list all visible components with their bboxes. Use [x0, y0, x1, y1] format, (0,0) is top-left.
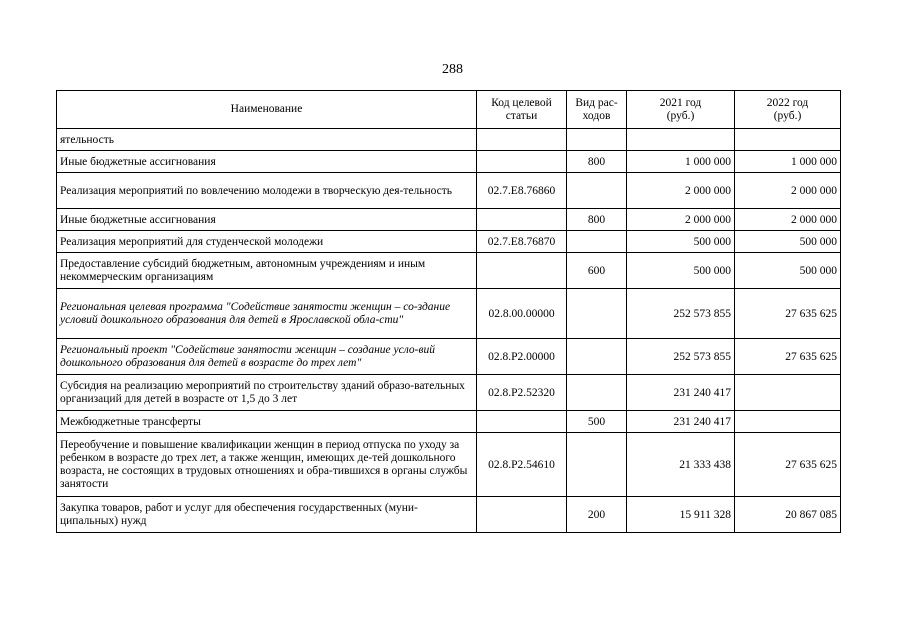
- cell-2022: [735, 375, 841, 411]
- cell-2021: 15 911 328: [627, 497, 735, 533]
- cell-target-code: 02.8.P2.52320: [477, 375, 567, 411]
- cell-name: Иные бюджетные ассигнования: [57, 151, 477, 173]
- cell-2021: 500 000: [627, 231, 735, 253]
- table-row: [57, 411, 841, 433]
- cell-expense-type: [567, 375, 627, 411]
- cell-target-code: [477, 253, 567, 289]
- cell-2022: 27 635 625: [735, 433, 841, 497]
- cell-expense-type: [567, 433, 627, 497]
- cell-name: Субсидия на реализацию мероприятий по строительству зданий образо-вательных организаций для детей в возрасте от 1,5 до 3 лет: [57, 375, 477, 411]
- cell-expense-type: [567, 289, 627, 339]
- table-row: [57, 339, 841, 375]
- table-row: [57, 231, 841, 253]
- cell-target-code: [477, 411, 567, 433]
- cell-2021: 231 240 417: [627, 411, 735, 433]
- cell-2022: [735, 411, 841, 433]
- page-number: 288: [442, 62, 463, 77]
- cell-expense-type: 800: [567, 151, 627, 173]
- cell-name: Предоставление субсидий бюджетным, автономным учреждениям и иным некоммерческим организациям: [57, 253, 477, 289]
- cell-2022: 1 000 000: [735, 151, 841, 173]
- cell-2021: 500 000: [627, 253, 735, 289]
- table-row: [57, 173, 841, 209]
- cell-target-code: 02.7.E8.76870: [477, 231, 567, 253]
- cell-expense-type: [567, 339, 627, 375]
- header-name: Наименование: [57, 91, 477, 129]
- cell-2022: 500 000: [735, 231, 841, 253]
- table-row: [57, 129, 841, 151]
- table-row: [57, 375, 841, 411]
- cell-2022: 500 000: [735, 253, 841, 289]
- cell-name: Иные бюджетные ассигнования: [57, 209, 477, 231]
- cell-2022: 20 867 085: [735, 497, 841, 533]
- budget-table: [56, 90, 841, 533]
- cell-name: Реализация мероприятий по вовлечению молодежи в творческую дея-тельность: [57, 173, 477, 209]
- cell-2021: 1 000 000: [627, 151, 735, 173]
- cell-expense-type: 600: [567, 253, 627, 289]
- cell-expense-type: 200: [567, 497, 627, 533]
- table-row: [57, 209, 841, 231]
- cell-name: Межбюджетные трансферты: [57, 411, 477, 433]
- cell-expense-type: [567, 129, 627, 151]
- cell-expense-type: [567, 231, 627, 253]
- cell-target-code: 02.8.P2.00000: [477, 339, 567, 375]
- header-2021: 2021 год (руб.): [627, 91, 735, 129]
- cell-target-code: [477, 129, 567, 151]
- cell-name: Региональная целевая программа "Содействие занятости женщин – со-здание условий дошкольного образования для детей в Ярославской обла-сти": [57, 289, 477, 339]
- cell-target-code: 02.7.E8.76860: [477, 173, 567, 209]
- cell-2021: 21 333 438: [627, 433, 735, 497]
- table-row: [57, 253, 841, 289]
- cell-name: ятельность: [57, 129, 477, 151]
- cell-2021: 2 000 000: [627, 173, 735, 209]
- cell-expense-type: 800: [567, 209, 627, 231]
- cell-target-code: [477, 209, 567, 231]
- cell-2022: 2 000 000: [735, 209, 841, 231]
- cell-2022: 27 635 625: [735, 339, 841, 375]
- cell-2021: 252 573 855: [627, 289, 735, 339]
- cell-expense-type: [567, 173, 627, 209]
- table-row: [57, 433, 841, 497]
- cell-2022: 27 635 625: [735, 289, 841, 339]
- cell-2022: 2 000 000: [735, 173, 841, 209]
- header-expense-type: Вид рас- ходов: [567, 91, 627, 129]
- table-header-row: [57, 91, 841, 129]
- cell-name: Реализация мероприятий для студенческой молодежи: [57, 231, 477, 253]
- cell-2021: [627, 129, 735, 151]
- cell-name: Закупка товаров, работ и услуг для обеспечения государственных (муни-ципальных) нужд: [57, 497, 477, 533]
- cell-target-code: 02.8.00.00000: [477, 289, 567, 339]
- cell-2021: 231 240 417: [627, 375, 735, 411]
- table-row: [57, 289, 841, 339]
- table-row: [57, 497, 841, 533]
- header-code: Код целевой статьи: [477, 91, 567, 129]
- cell-name: Региональный проект "Содействие занятости женщин – создание усло-вий дошкольного образования для детей в возрасте до трех лет": [57, 339, 477, 375]
- cell-target-code: [477, 151, 567, 173]
- cell-name: Переобучение и повышение квалификации женщин в период отпуска по уходу за ребенком в возрасте до трех лет, а также женщин, имеющих де-тей дошкольного возраста, не состоящих в трудовых отношениях и обра-тившихся в органы службы занятости: [57, 433, 477, 497]
- cell-2021: 252 573 855: [627, 339, 735, 375]
- cell-2021: 2 000 000: [627, 209, 735, 231]
- table-row: [57, 151, 841, 173]
- table-body: [57, 129, 841, 533]
- cell-target-code: [477, 497, 567, 533]
- cell-target-code: 02.8.P2.54610: [477, 433, 567, 497]
- cell-expense-type: 500: [567, 411, 627, 433]
- cell-2022: [735, 129, 841, 151]
- header-2022: 2022 год (руб.): [735, 91, 841, 129]
